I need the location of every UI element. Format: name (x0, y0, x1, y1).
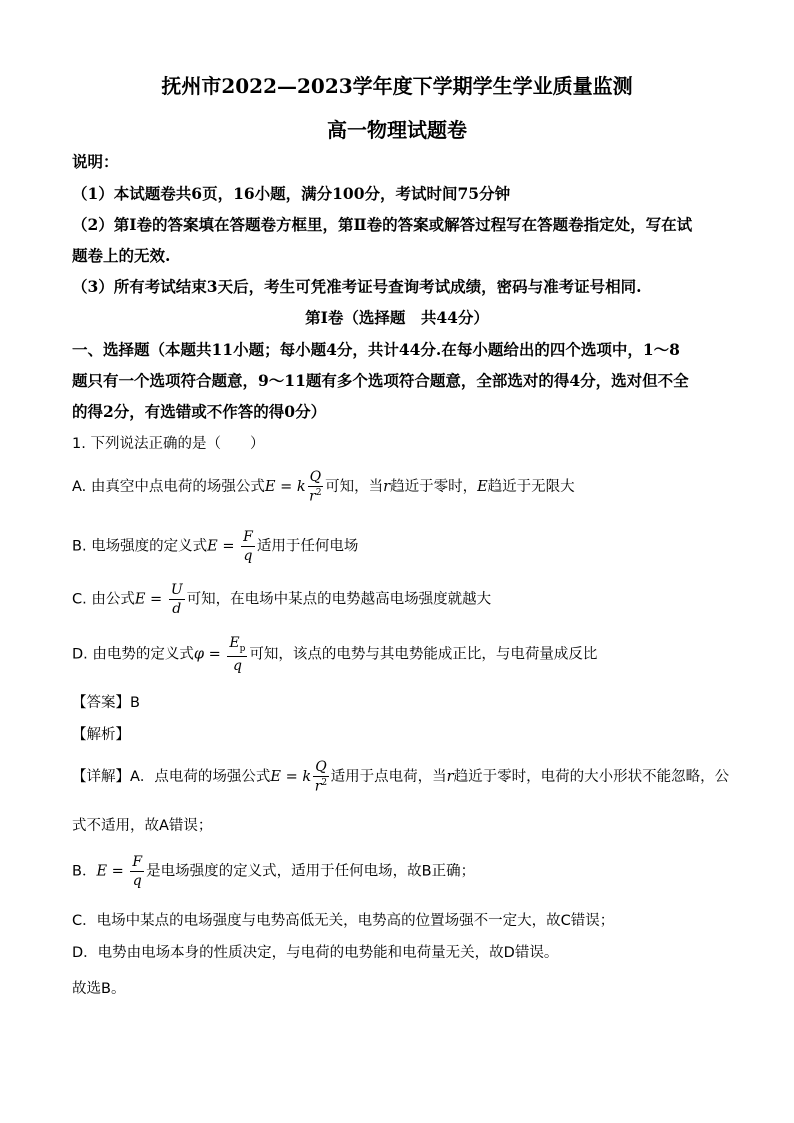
page-title: 抚州市2022—2023学年度下学期学生学业质量监测 (161, 74, 633, 98)
potential-fraction: $\frac{E_p}{q}$ (229, 635, 246, 674)
answer-tag: 【答案】 (72, 695, 130, 711)
detail-a-line-1: 【详解】A．点电荷的场强公式E = k $\frac{Q}{r^2}$ 适用于点电荷，当r趋近于零时，电荷的大小形状不能忽略，公 (72, 759, 730, 795)
note-3: （3）所有考试结束3天后，考生可凭准考证号查询考试成绩，密码与准考证号相同. (72, 277, 642, 296)
question-1-stem: 1. 下列说法正确的是（ ） (72, 436, 265, 452)
option-b: B. 电场强度的定义式E = $\frac{F}{q}$ 适用于任何电场 (72, 529, 359, 564)
conclusion: 故选B。 (72, 981, 126, 997)
field-definition-fraction: $\frac{F}{q}$ (243, 529, 253, 564)
note-2-line-2: 题卷上的无效. (72, 246, 171, 265)
detail-b: B．E = $\frac{F}{q}$ 是电场强度的定义式，适用于任何电场，故B正确； (72, 854, 476, 889)
coulomb-fraction: $\frac{Q}{r^2}$ (309, 469, 322, 505)
analysis-tag: 【解析】 (72, 727, 130, 743)
section-1-line-2: 题只有一个选项符合题意，9～11题有多个选项符合题意，全部选对的得4分，选对但不全 (72, 371, 689, 390)
detail-c: C．电场中某点的电场强度与电势高低无关，电势高的位置场强不一定大，故C错误； (72, 913, 615, 929)
note-1: （1）本试题卷共6页，16小题，满分100分，考试时间75分钟 (72, 184, 511, 203)
section-1-line-1: 一、选择题（本题共11小题；每小题4分，共计44分.在每小题给出的四个选项中，1～8 (72, 340, 680, 359)
option-c: C. 由公式E = $\frac{U}{d}$ 可知，在电场中某点的电势越高电场强度就越大 (72, 582, 492, 617)
notes-heading: 说明： (72, 152, 119, 171)
page-subtitle: 高一物理试题卷 (327, 118, 467, 142)
option-a: A. 由真空中点电荷的场强公式E = k $\frac{Q}{r^2}$ 可知，当r趋近于零时，E趋近于无限大 (72, 469, 575, 505)
detail-tag: 【详解】 (72, 768, 130, 785)
note-2-line-1: （2）第Ⅰ卷的答案填在答题卷方框里，第Ⅱ卷的答案或解答过程写在答题卷指定处，写在试 (72, 215, 693, 234)
part-1-title: 第Ⅰ卷（选择题 共44分） (305, 308, 489, 327)
option-a-prefix: A. 由真空中点电荷的场强公式 (72, 478, 265, 495)
answer-value: B (130, 695, 140, 711)
option-d: D. 由电势的定义式φ = $\frac{E_p}{q}$ 可知，该点的电势与其电势能成正比，与电荷量成反比 (72, 635, 598, 674)
voltage-fraction: $\frac{U}{d}$ (170, 582, 183, 617)
answer-line (72, 691, 732, 712)
detail-d: D．电势由电场本身的性质决定，与电荷的电势能和电荷量无关，故D错误。 (72, 945, 559, 961)
detail-a-line-2: 式不适用，故A错误； (72, 818, 213, 834)
section-1-line-3: 的得2分，有选错或不作答的得0分） (72, 402, 327, 421)
